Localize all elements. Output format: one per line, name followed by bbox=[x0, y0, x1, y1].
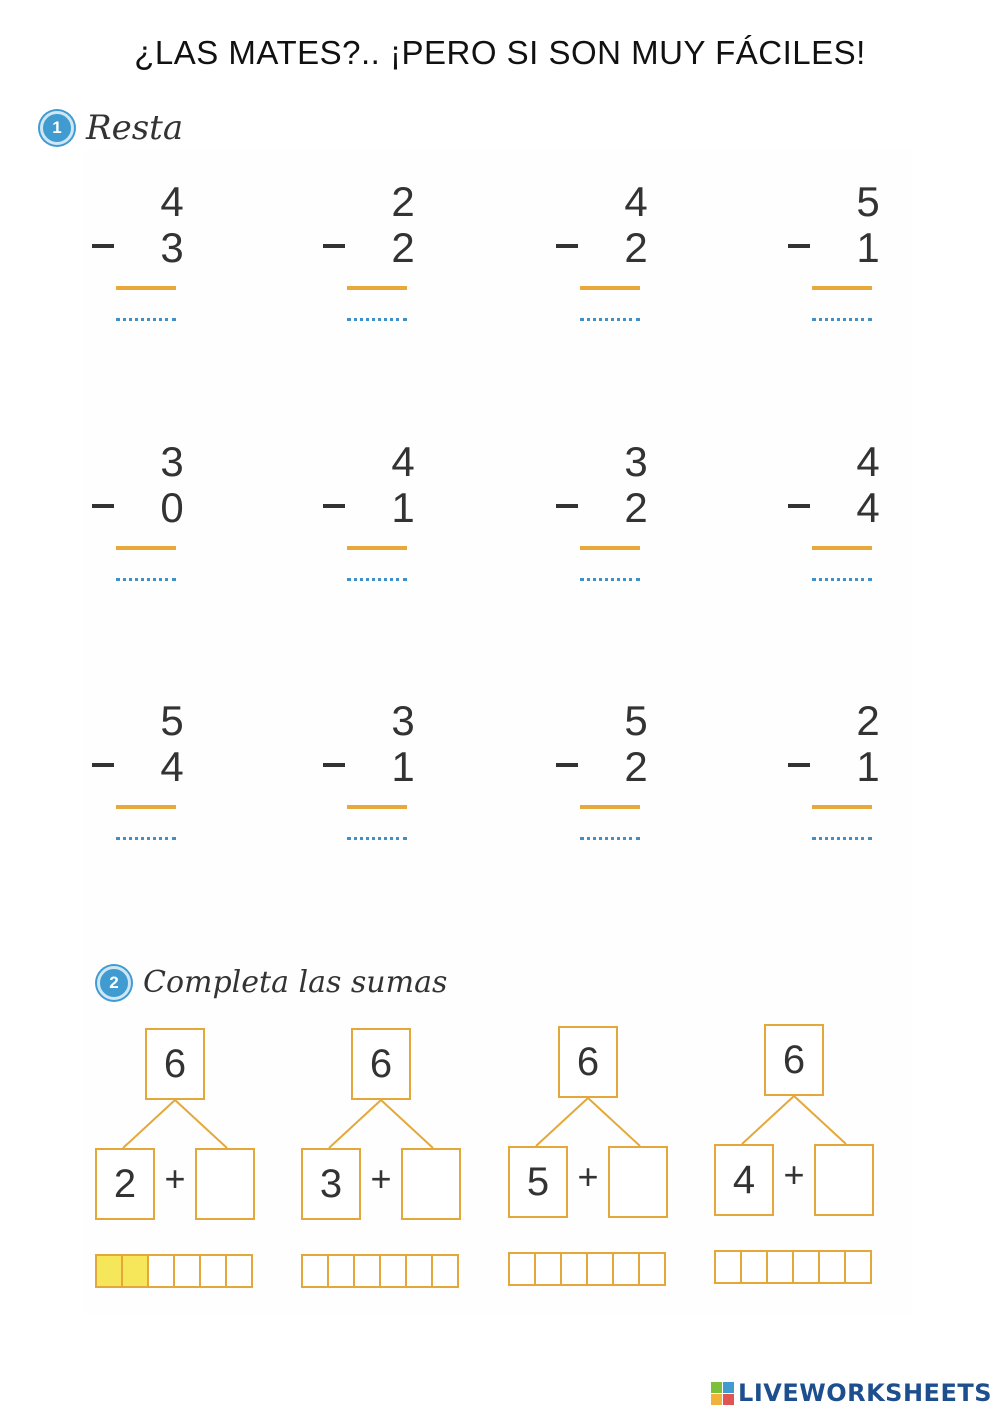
counter-cell[interactable] bbox=[536, 1254, 562, 1284]
counter-cell[interactable] bbox=[381, 1256, 407, 1286]
counter-strip bbox=[714, 1250, 872, 1284]
subtrahend: 2 bbox=[624, 484, 648, 531]
counter-cell[interactable] bbox=[227, 1256, 251, 1286]
section-sumas-header bbox=[97, 965, 447, 1000]
result-line bbox=[580, 546, 640, 550]
subtrahend: 2 bbox=[391, 224, 415, 271]
answer-input[interactable] bbox=[812, 318, 872, 321]
plus-sign: + bbox=[164, 1158, 186, 1199]
subtraction-problem bbox=[323, 178, 473, 358]
counter-cell[interactable] bbox=[614, 1254, 640, 1284]
counter-cell[interactable] bbox=[820, 1252, 846, 1282]
total-box: 6 bbox=[558, 1026, 618, 1098]
minuend: 3 bbox=[624, 438, 648, 485]
subtrahend: 4 bbox=[856, 484, 880, 531]
counter-cell[interactable] bbox=[510, 1254, 536, 1284]
subtrahend: 0 bbox=[160, 484, 184, 531]
minuend: 2 bbox=[391, 178, 415, 225]
minus-sign bbox=[556, 763, 578, 767]
subtrahend: 2 bbox=[624, 743, 648, 790]
number-bond bbox=[95, 1028, 257, 1288]
minus-sign bbox=[556, 244, 578, 248]
minuend: 4 bbox=[856, 438, 880, 485]
subtrahend: 2 bbox=[624, 224, 648, 271]
answer-input[interactable] bbox=[347, 318, 407, 321]
answer-input[interactable] bbox=[580, 837, 640, 840]
minuend: 4 bbox=[160, 178, 184, 225]
subtrahend: 1 bbox=[856, 224, 880, 271]
plus-sign: + bbox=[783, 1154, 805, 1195]
answer-input[interactable] bbox=[347, 837, 407, 840]
counter-cell[interactable] bbox=[742, 1252, 768, 1282]
subtrahend: 4 bbox=[160, 743, 184, 790]
subtrahend: 1 bbox=[856, 743, 880, 790]
section-number-badge: 2 bbox=[97, 966, 131, 1000]
counter-cell[interactable] bbox=[123, 1256, 149, 1286]
minus-sign bbox=[788, 763, 810, 767]
number-bond bbox=[714, 1024, 876, 1284]
counter-cell[interactable] bbox=[562, 1254, 588, 1284]
result-line bbox=[812, 546, 872, 550]
subtrahend: 1 bbox=[391, 484, 415, 531]
counter-cell[interactable] bbox=[201, 1256, 227, 1286]
answer-input[interactable] bbox=[347, 578, 407, 581]
answer-input[interactable] bbox=[116, 578, 176, 581]
plus-sign: + bbox=[370, 1158, 392, 1199]
addend-box: 4 bbox=[714, 1144, 774, 1216]
missing-addend-input[interactable] bbox=[608, 1146, 668, 1218]
answer-input[interactable] bbox=[580, 578, 640, 581]
subtrahend: 1 bbox=[391, 743, 415, 790]
minuend: 5 bbox=[160, 697, 184, 744]
number-bond bbox=[508, 1026, 670, 1286]
minuend: 3 bbox=[391, 697, 415, 744]
total-box: 6 bbox=[145, 1028, 205, 1100]
answer-input[interactable] bbox=[812, 837, 872, 840]
counter-cell[interactable] bbox=[716, 1252, 742, 1282]
result-line bbox=[347, 805, 407, 809]
answer-input[interactable] bbox=[116, 318, 176, 321]
counter-cell[interactable] bbox=[175, 1256, 201, 1286]
minus-sign bbox=[788, 244, 810, 248]
answer-input[interactable] bbox=[812, 578, 872, 581]
subtraction-problem bbox=[92, 438, 242, 618]
subtraction-problem bbox=[788, 697, 938, 877]
counter-strip bbox=[301, 1254, 459, 1288]
result-line bbox=[347, 546, 407, 550]
counter-cell[interactable] bbox=[846, 1252, 870, 1282]
total-box: 6 bbox=[351, 1028, 411, 1100]
minus-sign bbox=[556, 504, 578, 508]
subtraction-problem bbox=[556, 178, 706, 358]
minus-sign bbox=[323, 244, 345, 248]
minuend: 5 bbox=[624, 697, 648, 744]
minuend: 4 bbox=[624, 178, 648, 225]
counter-strip bbox=[508, 1252, 666, 1286]
result-line bbox=[812, 286, 872, 290]
minus-sign bbox=[323, 763, 345, 767]
subtraction-problem bbox=[556, 438, 706, 618]
total-box: 6 bbox=[764, 1024, 824, 1096]
subtrahend: 3 bbox=[160, 224, 184, 271]
counter-cell[interactable] bbox=[640, 1254, 664, 1284]
subtraction-problem bbox=[556, 697, 706, 877]
subtraction-problem bbox=[323, 438, 473, 618]
section-title: Completa las sumas bbox=[143, 965, 448, 1000]
subtraction-problem bbox=[788, 438, 938, 618]
counter-cell[interactable] bbox=[433, 1256, 457, 1286]
missing-addend-input[interactable] bbox=[401, 1148, 461, 1220]
minus-sign bbox=[788, 504, 810, 508]
counter-cell[interactable] bbox=[407, 1256, 433, 1286]
missing-addend-input[interactable] bbox=[814, 1144, 874, 1216]
result-line bbox=[116, 546, 176, 550]
subtraction-problem bbox=[92, 178, 242, 358]
minus-sign bbox=[92, 244, 114, 248]
addend-box: 3 bbox=[301, 1148, 361, 1220]
section-number-badge: 1 bbox=[40, 111, 74, 145]
counter-cell[interactable] bbox=[303, 1256, 329, 1286]
counter-strip bbox=[95, 1254, 253, 1288]
brand-logo bbox=[711, 1379, 992, 1407]
answer-input[interactable] bbox=[116, 837, 176, 840]
counter-cell[interactable] bbox=[355, 1256, 381, 1286]
result-line bbox=[580, 805, 640, 809]
counter-cell[interactable] bbox=[329, 1256, 355, 1286]
result-line bbox=[116, 805, 176, 809]
subtraction-problem bbox=[323, 697, 473, 877]
minus-sign bbox=[323, 504, 345, 508]
result-line bbox=[812, 805, 872, 809]
missing-addend-input[interactable] bbox=[195, 1148, 255, 1220]
minus-sign bbox=[92, 504, 114, 508]
brand-logo-icon bbox=[711, 1382, 734, 1405]
result-line bbox=[347, 286, 407, 290]
subtraction-problem bbox=[788, 178, 938, 358]
minuend: 3 bbox=[160, 438, 184, 485]
brand-name: LIVEWORKSHEETS bbox=[738, 1379, 992, 1407]
plus-sign: + bbox=[577, 1156, 599, 1197]
page-title: ¿LAS MATES?.. ¡PERO SI SON MUY FÁCILES! bbox=[134, 34, 866, 71]
addend-box: 2 bbox=[95, 1148, 155, 1220]
result-line bbox=[580, 286, 640, 290]
minuend: 5 bbox=[856, 178, 880, 225]
minuend: 2 bbox=[856, 697, 880, 744]
counter-cell[interactable] bbox=[149, 1256, 175, 1286]
minuend: 4 bbox=[391, 438, 415, 485]
counter-cell[interactable] bbox=[794, 1252, 820, 1282]
number-bond bbox=[301, 1028, 463, 1288]
counter-cell[interactable] bbox=[588, 1254, 614, 1284]
answer-input[interactable] bbox=[580, 318, 640, 321]
section-title: Resta bbox=[86, 108, 184, 148]
counter-cell[interactable] bbox=[97, 1256, 123, 1286]
minus-sign bbox=[92, 763, 114, 767]
subtraction-problem bbox=[92, 697, 242, 877]
addend-box: 5 bbox=[508, 1146, 568, 1218]
result-line bbox=[116, 286, 176, 290]
section-resta-header bbox=[40, 108, 183, 148]
counter-cell[interactable] bbox=[768, 1252, 794, 1282]
